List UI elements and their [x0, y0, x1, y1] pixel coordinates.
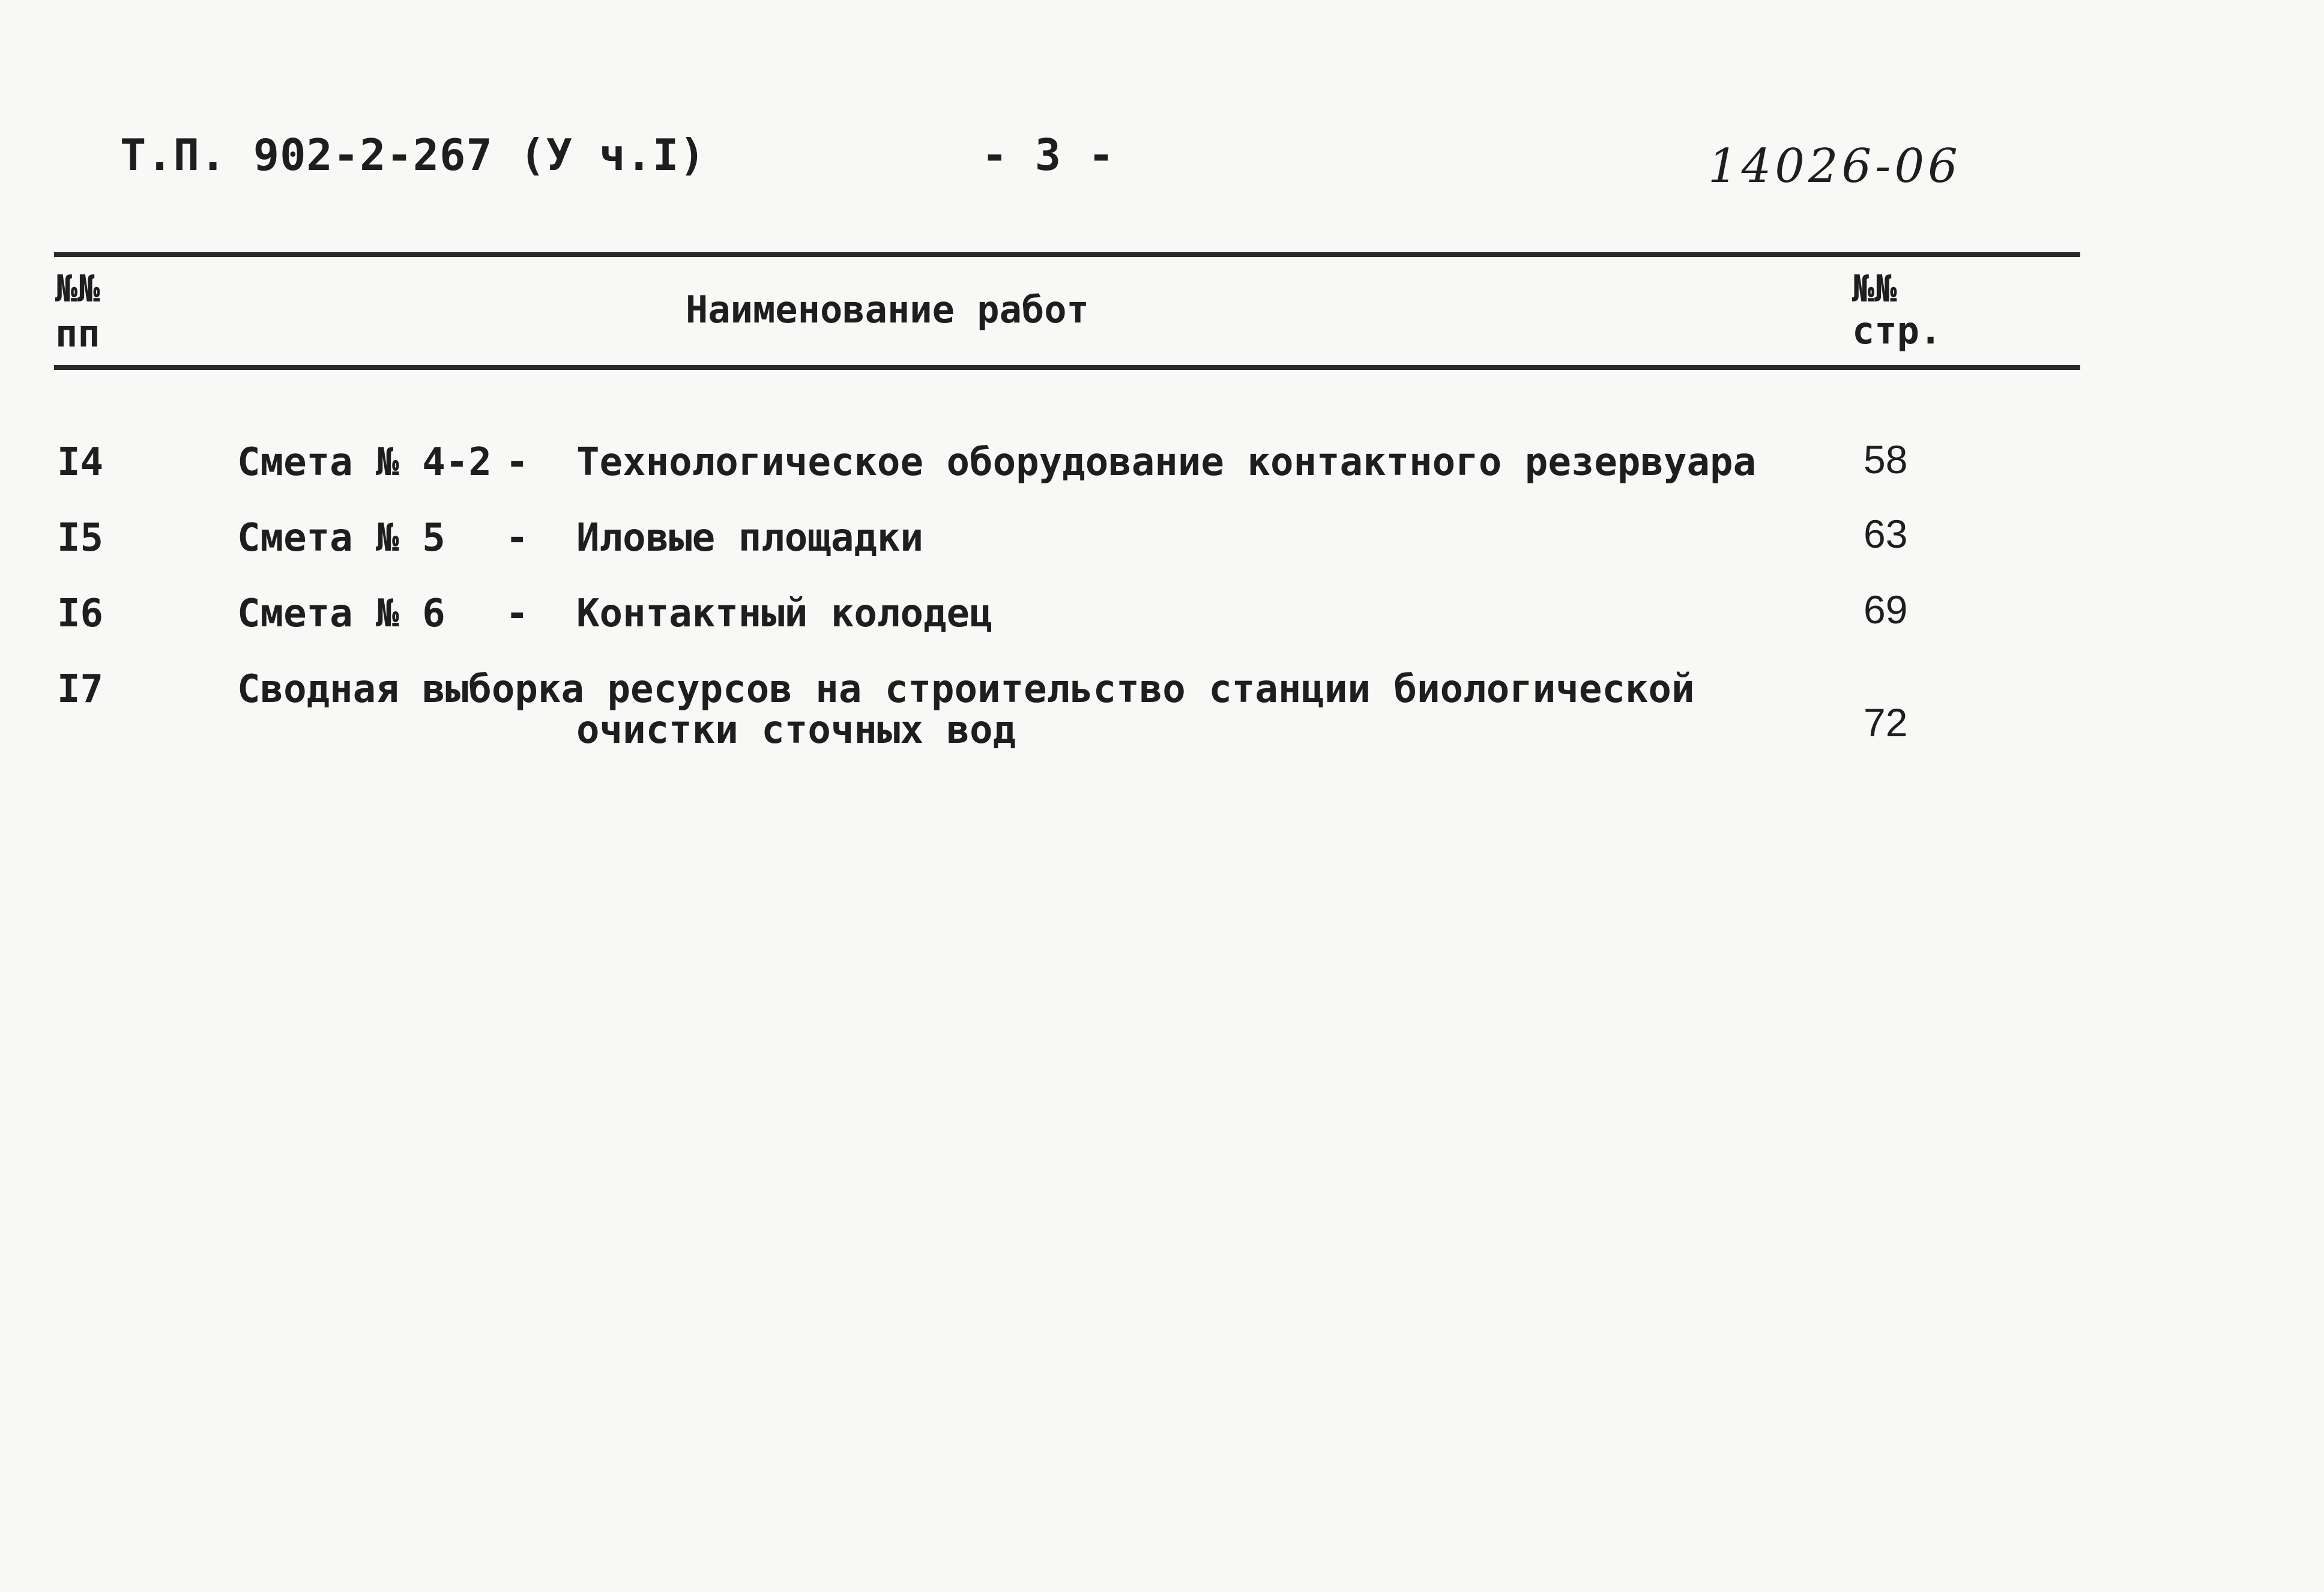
- row-description: Контактный колодец: [576, 592, 993, 636]
- row-page: 69: [1864, 587, 1908, 632]
- row-estimate: Смета № 5: [237, 516, 445, 560]
- row-page: 58: [1864, 437, 1908, 482]
- row-description: Технологическое оборудование контактного резервуара: [576, 440, 1757, 485]
- document-code: Т.П. 902-2-267 (У ч.I): [120, 130, 706, 180]
- row-page: 63: [1864, 512, 1908, 556]
- row-description: Иловые площадки: [576, 516, 923, 560]
- page-number: - 3 -: [982, 130, 1115, 180]
- row-number: I7: [57, 667, 104, 712]
- column-header-number-sub: пп: [55, 312, 100, 356]
- column-header-name: Наименование работ: [686, 288, 1089, 331]
- row-number: I6: [57, 592, 104, 636]
- row-dash: -: [506, 592, 529, 636]
- row-number: I4: [57, 440, 104, 485]
- row-number: I5: [57, 516, 104, 560]
- table-header-rule: [54, 365, 2080, 370]
- table-top-rule: [54, 252, 2080, 257]
- row-estimate: Смета № 4-2: [237, 440, 492, 485]
- row-page: 72: [1864, 700, 1908, 745]
- column-header-page-sub: стр.: [1852, 309, 1942, 353]
- row-dash: -: [506, 440, 529, 485]
- column-header-page: №№: [1852, 267, 1897, 310]
- row-estimate: Смета № 6: [237, 592, 445, 636]
- row-dash: -: [506, 516, 529, 560]
- row-description-line2: очистки сточных вод: [576, 708, 1016, 752]
- archive-number: 14026-06: [1708, 139, 1961, 193]
- column-header-number: №№: [55, 267, 100, 310]
- row-description-line1: Сводная выборка ресурсов на строительство станции биологической: [237, 667, 1695, 712]
